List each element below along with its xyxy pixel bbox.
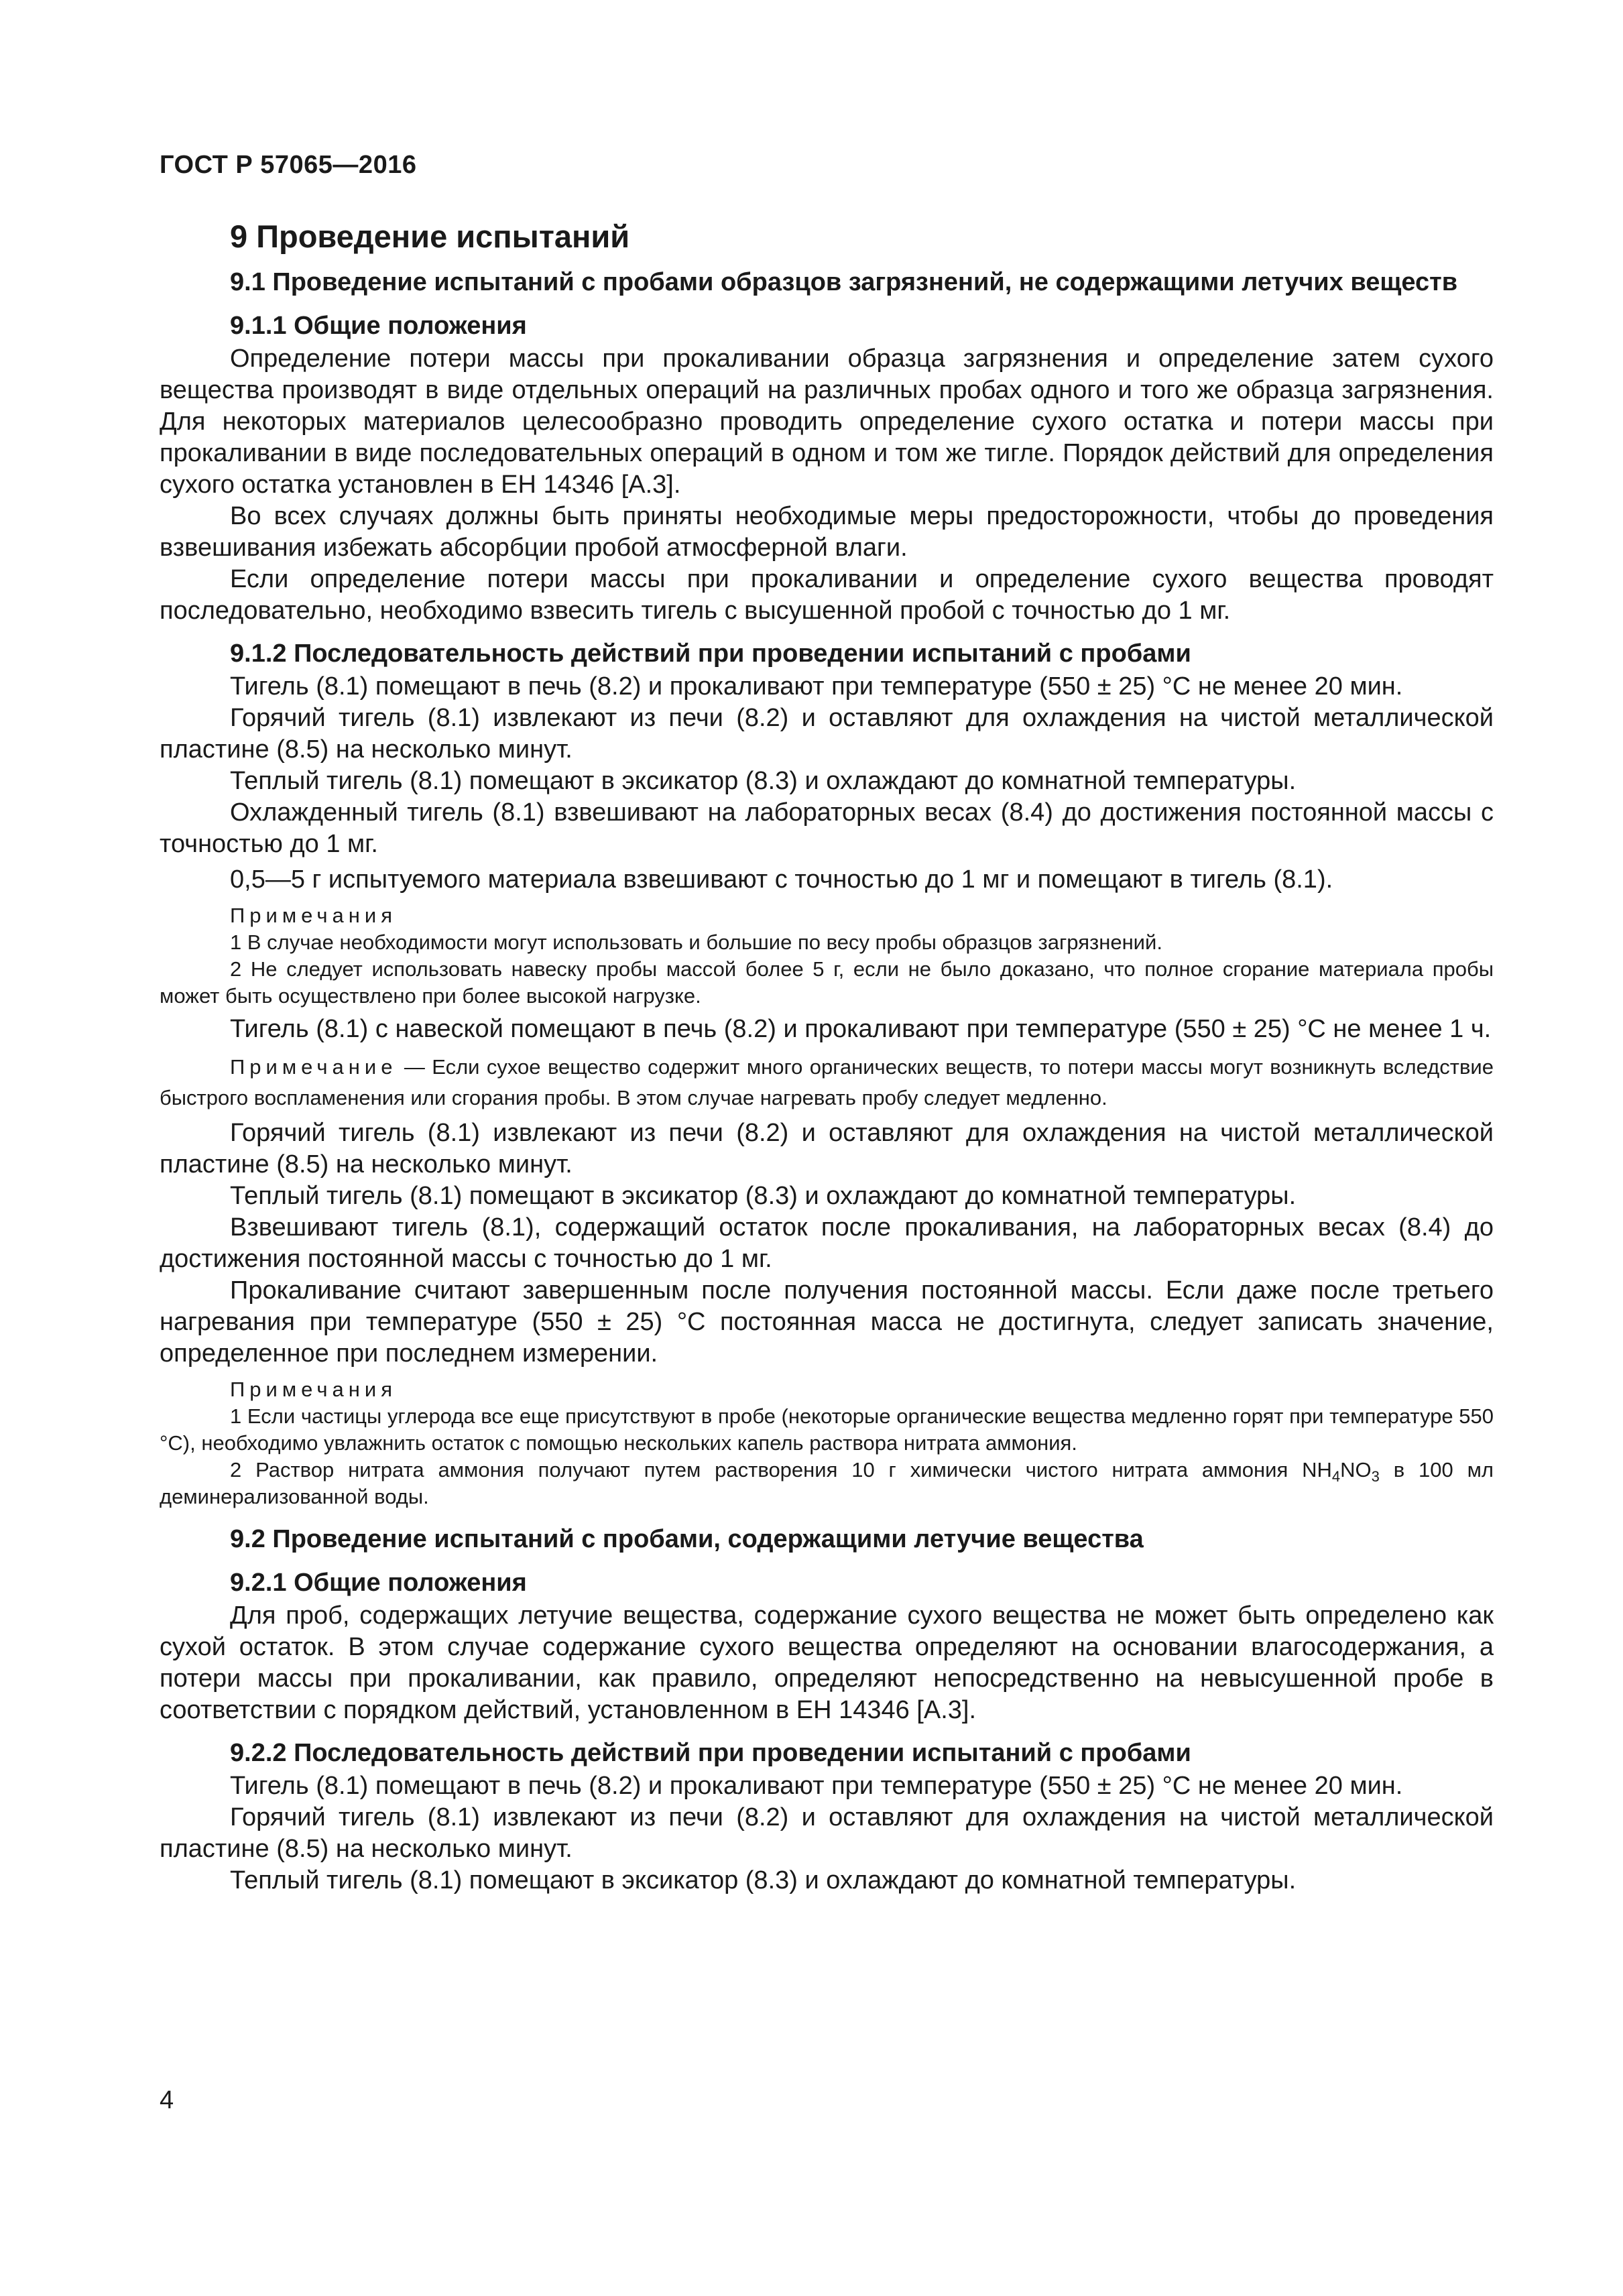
note-item: 2 Не следует использовать навеску пробы массой более 5 г, если не было доказано, что полное сгорание материала пробы может быть осуществлено при более высокой нагрузке.	[160, 957, 1494, 1008]
subscript: 3	[1371, 1468, 1380, 1486]
notes-heading: Примечания	[230, 1378, 397, 1401]
clause-9-2-2-title: 9.2.2 Последовательность действий при проведении испытаний с пробами	[230, 1739, 1191, 1767]
paragraph: Если определение потери массы при прокаливании и определение сухого вещества проводят последовательно, необходимо взвесить тигель с высушенной пробой с точностью до 1 мг.	[160, 565, 1494, 625]
paragraph: Горячий тигель (8.1) извлекают из печи (8.2) и оставляют для охлаждения на чистой металлической пластине (8.5) на несколько минут.	[160, 704, 1494, 764]
paragraph: Взвешивают тигель (8.1), содержащий остаток после прокаливания, на лабораторных весах (8.4) до достижения постоянной массы с точностью до 1 мг.	[160, 1213, 1494, 1273]
inline-note-label: Примечание	[230, 1055, 398, 1079]
paragraph: Тигель (8.1) с навеской помещают в печь (8.2) и прокаливают при температуре (550 ± 25) °С не менее 1 ч.	[230, 1015, 1492, 1043]
paragraph: Горячий тигель (8.1) извлекают из печи (8.2) и оставляют для охлаждения на чистой металлической пластине (8.5) на несколько минут.	[160, 1119, 1494, 1179]
section-title: 9 Проведение испытаний	[230, 219, 630, 254]
document-code: ГОСТ Р 57065—2016	[160, 151, 417, 179]
paragraph: Теплый тигель (8.1) помещают в эксикатор (8.3) и охлаждают до комнатной температуры.	[230, 1182, 1297, 1210]
note-text: в 100 мл деминерализованной воды.	[160, 1458, 1494, 1508]
note-item	[160, 1457, 1494, 1510]
clause-9-1-2-title: 9.1.2 Последовательность действий при проведении испытаний с пробами	[230, 640, 1191, 668]
inline-note-text: — Если сухое вещество содержит много органических веществ, то потери массы могут возникнуть вследствие быстрого воспламенения или сгорания пробы. В этом случае нагревать пробу следует медленно.	[160, 1055, 1494, 1109]
paragraph: Охлажденный тигель (8.1) взвешивают на лабораторных весах (8.4) до достижения постоянной массы с точностью до 1 мг.	[160, 798, 1494, 858]
paragraph: 0,5—5 г испытуемого материала взвешивают с точностью до 1 мг и помещают в тигель (8.1).	[230, 865, 1333, 894]
clause-9-1-1-title: 9.1.1 Общие положения	[230, 312, 527, 340]
paragraph: Для проб, содержащих летучие вещества, содержание сухого вещества не может быть определено как сухой остаток. В этом случае содержание сухого вещества определяют на основании влагосодержания, а потери массы при прокаливании, как правило, определяют непосредственно на невысушенной пробе в соответствии с порядком действий, установленном в ЕН 14346 [А.3].	[160, 1602, 1494, 1724]
paragraph: Определение потери массы при прокаливании образца загрязнения и определение затем сухого вещества производят в виде отдельных операций на различных пробах одного и того же образца загрязнения. Для некоторых материалов целесообразно проводить определение сухого остатка и потери массы при прокаливании в виде последовательных операций в одном и том же тигле. Порядок действий для определения сухого остатка установлен в ЕН 14346 [А.3].	[160, 345, 1494, 499]
page-number: 4	[160, 2086, 174, 2114]
subsection-9-2-title: 9.2 Проведение испытаний с пробами, содержащими летучие вещества	[230, 1525, 1144, 1553]
paragraph: Горячий тигель (8.1) извлекают из печи (8.2) и оставляют для охлаждения на чистой металлической пластине (8.5) на несколько минут.	[160, 1803, 1494, 1863]
note-text: NO	[1340, 1458, 1372, 1482]
note-text: 2 Раствор нитрата аммония получают путем растворения 10 г химически чистого нитрата аммония NH	[230, 1458, 1332, 1482]
paragraph: Тигель (8.1) помещают в печь (8.2) и прокаливают при температуре (550 ± 25) °С не менее 20 мин.	[230, 672, 1403, 701]
paragraph: Прокаливание считают завершенным после получения постоянной массы. Если даже после третьего нагревания при температуре (550 ± 25) °С постоянная масса не достигнута, следует записать значение, определенное при последнем измерении.	[160, 1276, 1494, 1368]
subscript: 4	[1331, 1468, 1341, 1486]
paragraph: Тигель (8.1) помещают в печь (8.2) и прокаливают при температуре (550 ± 25) °С не менее 20 мин.	[230, 1772, 1403, 1800]
note-item: 1 В случае необходимости могут использовать и большие по весу пробы образцов загрязнений.	[230, 930, 1162, 954]
note-item: 1 Если частицы углерода все еще присутствуют в пробе (некоторые органические вещества медленно горят при температуре 550 °С), необходимо увлажнить остаток с помощью нескольких капель раствора нитрата аммония.	[160, 1404, 1494, 1455]
paragraph: Во всех случаях должны быть приняты необходимые меры предосторожности, чтобы до проведения взвешивания избежать абсорбции пробой атмосферной влаги.	[160, 502, 1494, 562]
paragraph: Теплый тигель (8.1) помещают в эксикатор (8.3) и охлаждают до комнатной температуры.	[230, 767, 1297, 795]
subsection-9-1-title: 9.1 Проведение испытаний с пробами образцов загрязнений, не содержащими летучих веществ	[230, 268, 1458, 296]
page-content	[160, 215, 1494, 1896]
paragraph: Теплый тигель (8.1) помещают в эксикатор (8.3) и охлаждают до комнатной температуры.	[230, 1866, 1297, 1894]
inline-note	[160, 1052, 1494, 1113]
clause-9-2-1-title: 9.2.1 Общие положения	[230, 1569, 527, 1597]
notes-heading: Примечания	[230, 904, 397, 927]
